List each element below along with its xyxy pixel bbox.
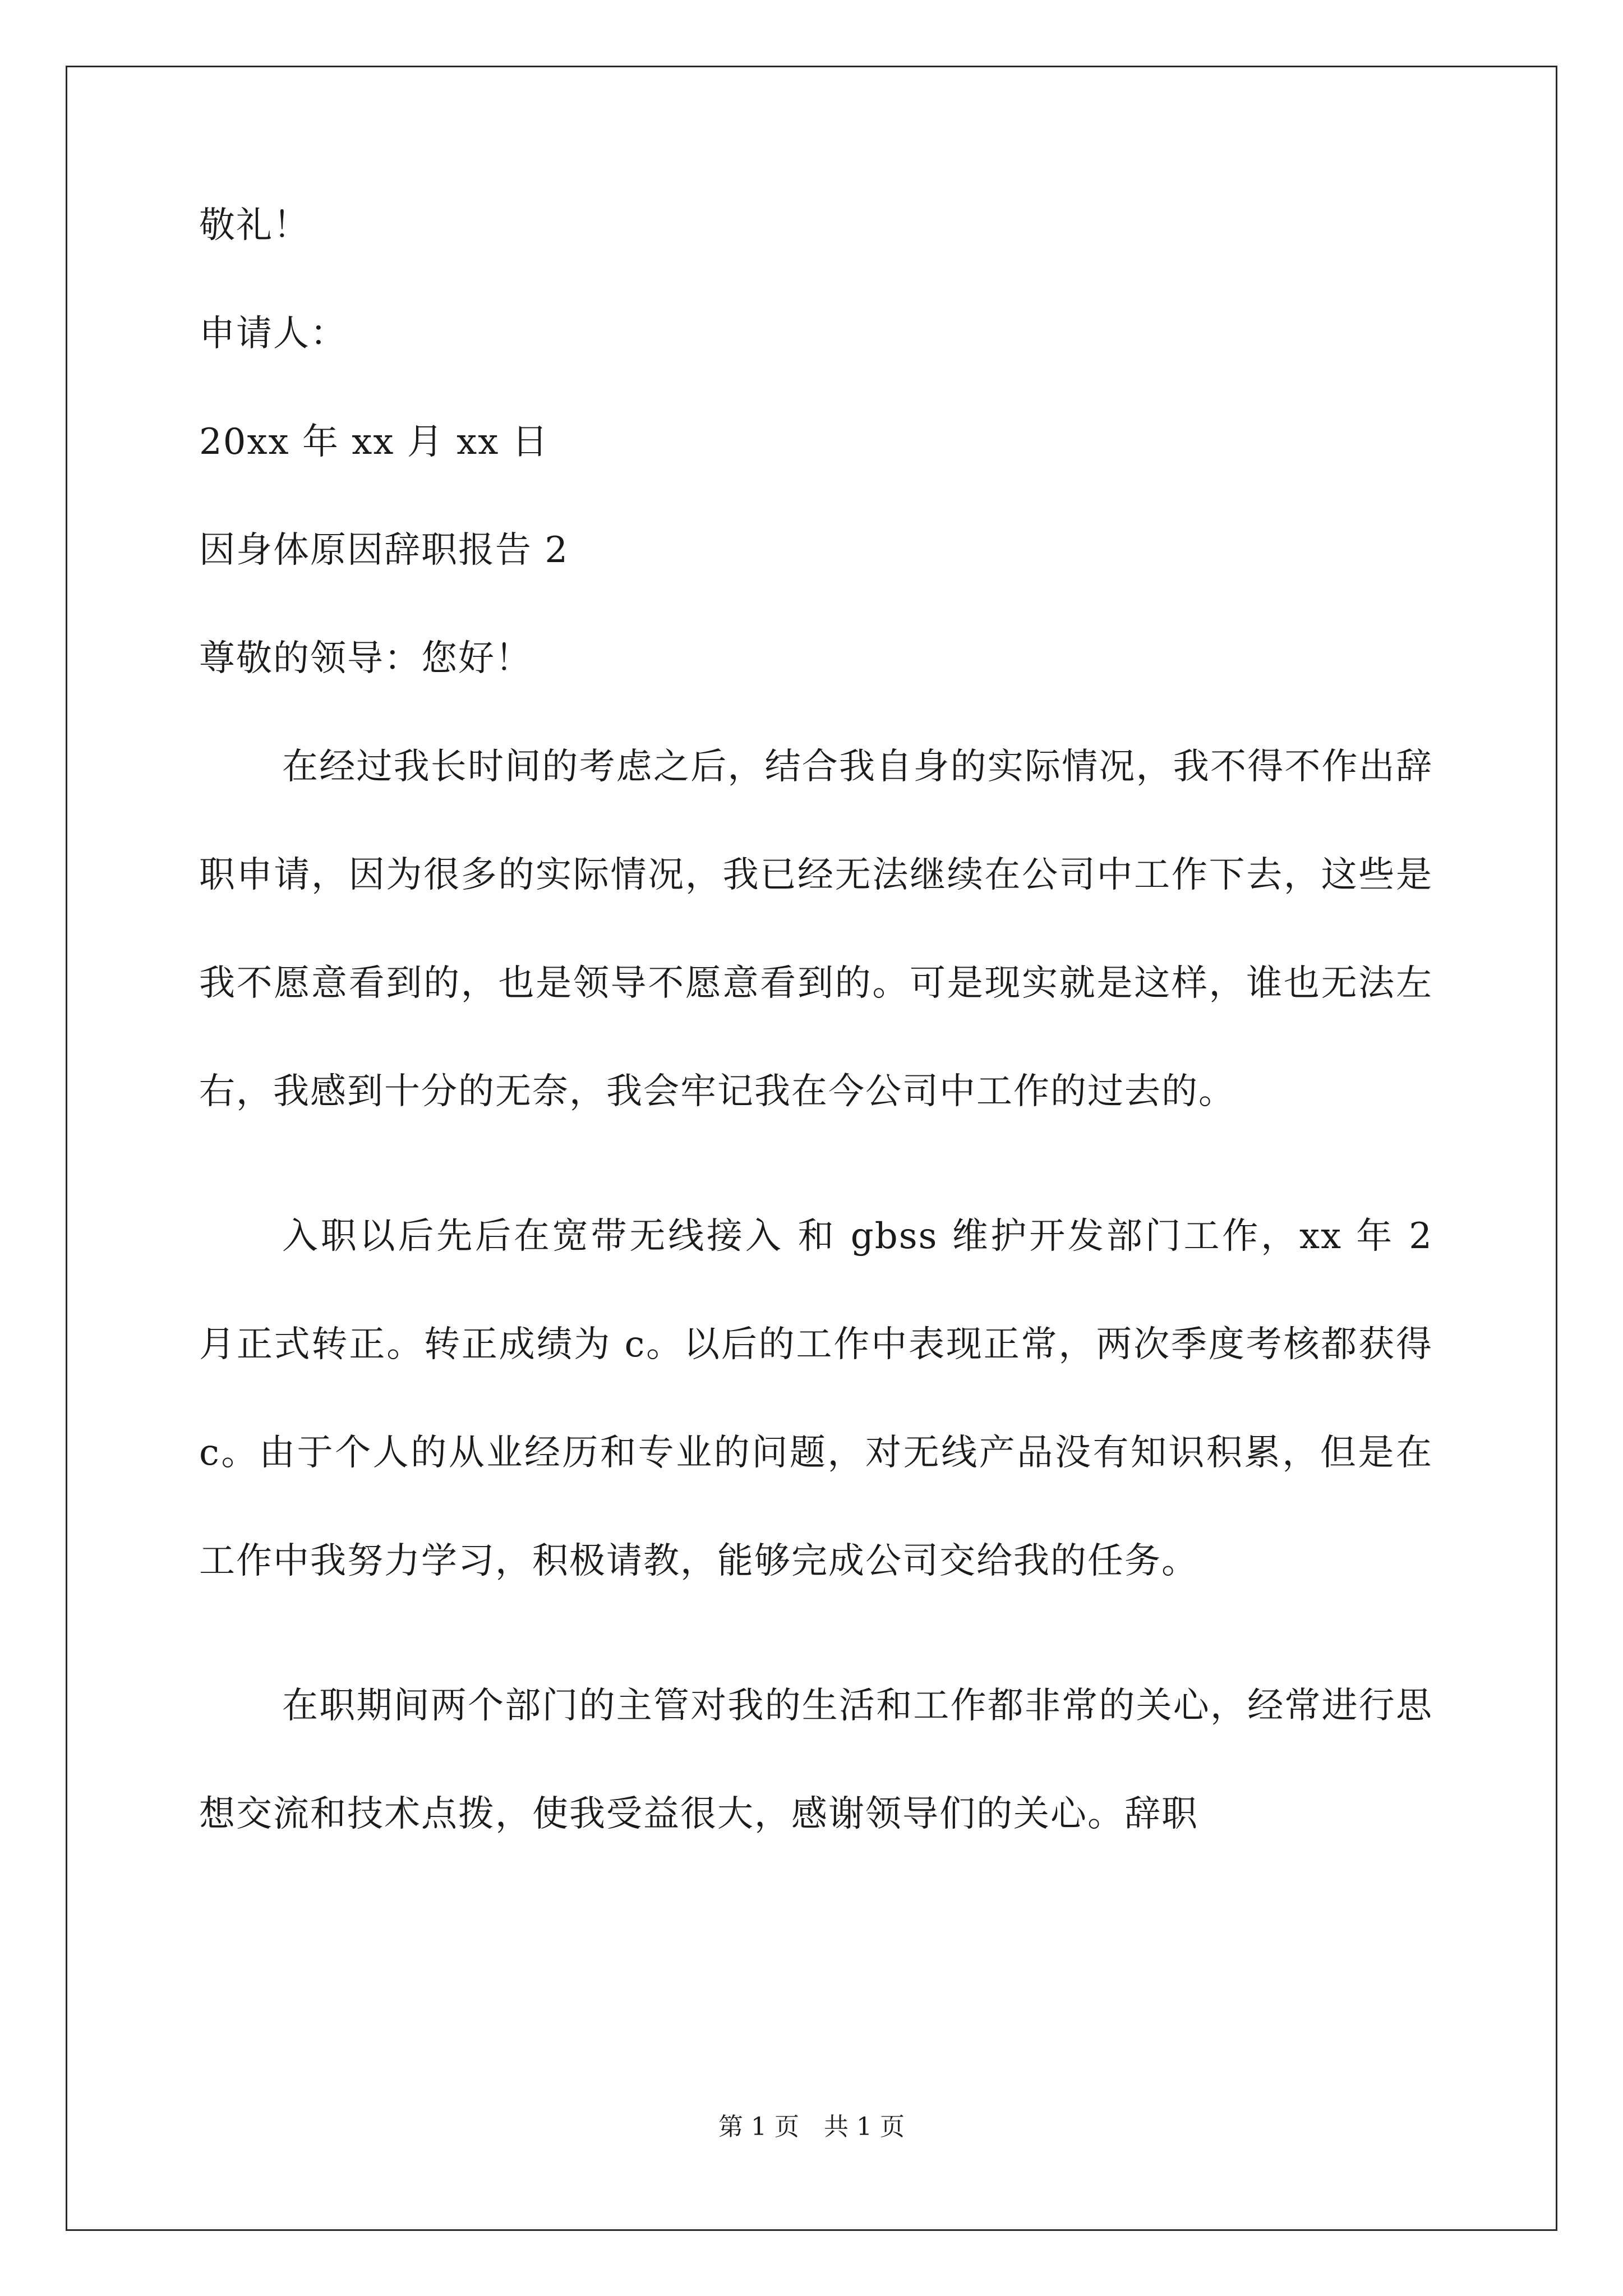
document-body xyxy=(199,205,1433,1941)
greeting-line: 尊敬的领导：您好！ xyxy=(199,638,532,679)
paragraph-1: 在经过我长时间的考虑之后，结合我自身的实际情况，我不得不作出辞职申请，因为很多的实际情况，我已经无法继续在公司中工作下去，这些是我不愿意看到的，也是领导不愿意看到的。可是现实就是这样，谁也无法左右，我感到十分的无奈，我会牢记我在今公司中工作的过去的。 xyxy=(199,746,1433,1112)
date-line: 20xx 年 xx 月 xx 日 xyxy=(199,421,549,463)
applicant-line: 申请人： xyxy=(199,313,347,355)
page-number-footer: 第 1 页 共 1 页 xyxy=(718,2113,905,2141)
paragraph-3: 在职期间两个部门的主管对我的生活和工作都非常的关心，经常进行思想交流和技术点拨，使我受益很大，感谢领导们的关心。辞职 xyxy=(199,1685,1433,1835)
paragraph-2: 入职以后先后在宽带无线接入 和 gbss 维护开发部门工作，xx 年 2 月正式转正。转正成绩为 c。以后的工作中表现正常，两次季度考核都获得 c。由于个人的从业经历和专业的问题，对无线产品没有知识积累，但是在工作中我努力学习，积极请教，能够完成公司交给我的任务。 xyxy=(199,1216,1433,1582)
closing-line: 敬礼！ xyxy=(199,205,310,246)
report-title: 因身体原因辞职报告 2 xyxy=(199,530,569,571)
